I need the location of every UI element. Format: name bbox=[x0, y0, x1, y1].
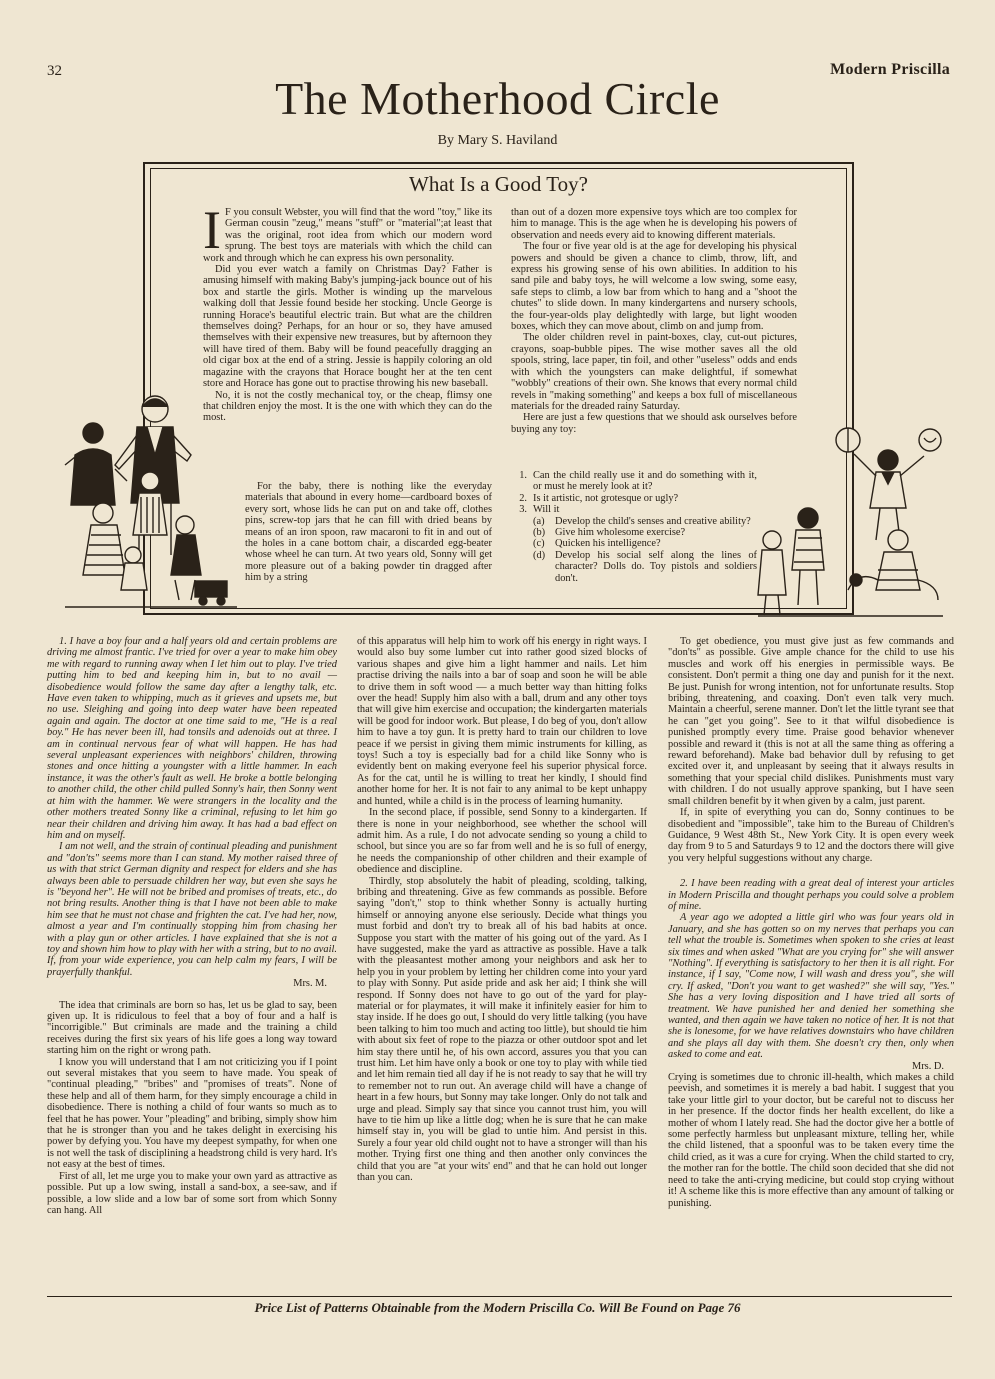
sidebar-left-column bbox=[203, 200, 492, 424]
answer-paragraph: Thirdly, stop absolutely the habit of pleading, scolding, talking, bribing and threatening. Give as few commands as possible. Before saying "don't," stop to think whether Sonny is actually hurting himself or annoying anyone else seriously. Decide what things you must forbid and don't try to break all of his bad habits at once. Suppose you start with the matter of his going out of the yard. As I have suggested, make the yard as attractive as possible. Have a talk with the pleasantest mother among your neighbors and ask her to help you in your problem by letting her children come into your yard to play with Sonny. Put aside pride and ask her aid; I think she will respond. If Sonny does not have to go out of the yard for play-material or for playmates, it will make it infinitely easier for him to stay inside. If he does go out, I should do very little talking (you have been talking to him too much and acting too little), but should tie him with about six feet of rope to the piazza or other outdoor spot and let him stay there until he, of his own accord, assures you that you can trust him. Let him have only a book or one toy to play with while tied and let him remain tied all day if he is not ready to say that he will try to remember not to run out. An average child will have a change of heart in a few hours, but Sonny may take longer. Only do not talk and urge and plead. Simply say that since you cannot trust him, you will have to tie him up like a little dog; when he is sure that he can make himself stay in, you will be glad to untie him. And persist in this. Surely a four year old child ought not to have a stronger will than his mother. Trying first one thing and then another only convinces the child that you are "at your wits' end" and that he can hold out longer than you can. bbox=[357, 875, 647, 1184]
page-number: 32 bbox=[47, 63, 62, 79]
sidebar-paragraph: I F you consult Webster, you will find that the word "toy," like its German cousin "zeug," means "stuff" or "material";at least that was the original, root idea from which our modern word sprung. The best toys are materials with which the child can work and through which he can express his own personality. bbox=[203, 200, 492, 264]
letter-1-signature: Mrs. M. bbox=[293, 978, 327, 990]
letter-2-signature: Mrs. D. bbox=[911, 1060, 944, 1072]
answer-paragraph: First of all, let me urge you to make your own yard as attractive as possible. Put up a low swing, install a sand-box, a see-saw, and if possible, a low slide and a low bar of some sort from which Sonny can hang. All bbox=[47, 1170, 337, 1216]
answer-paragraph: To get obedience, you must give just as few commands and "don'ts" as possible. Give ample chance for the child to use his muscles and work off his energies in permissible ways. Be consistent. Don't permit a thing one day and punish for it the next. Be just. Punish for wrong intention, not for unfortunate results. Stop bribing, threatening, and coaxing. Don't even talk very much. Maintain a cheerful, serene manner. Don't let the little tyrant see that he can "get you going". See to it that wilful disobedience is punished promptly every time. Praise good behavior whenever possible and reward it (this is not at all the same thing as offering a reward beforehand). Make bad behavior dull by refusing to get excited over it, and unpleasant by seeing that it always results in something that your special child dislikes. Punishments must vary with children. I do not usually approve spanking, but I have seen small children benefit by it when given by a calm, just parent. bbox=[668, 636, 954, 807]
drop-cap: I bbox=[203, 200, 221, 260]
answer-paragraph: The idea that criminals are born so has, let us be glad to say, been given up. It is ridiculous to feel that a boy of four and a half is "incorrigible." But criminals are made and the training a child receives during the first six years of his life goes a long way toward starting him on the right or wrong path. bbox=[47, 999, 337, 1057]
sidebar-paragraph: The older children revel in paint-boxes, clay, cut-out pictures, crayons, soap-bubble pipes. The wise mother saves all the old spools, string, lace paper, tin foil, and other "useless" odds and ends with which the youngsters can make delightful, if somewhat "wobbly" creations of their own. She knows that every normal child revels in "making something" and keeps a box full of miscellaneous materials for the dreaded rainy Saturday. bbox=[511, 332, 797, 412]
magazine-name: Modern Priscilla bbox=[830, 61, 950, 78]
subquestion-item: (c) Quicken his intelligence? bbox=[533, 538, 661, 550]
children-playing-illustration bbox=[748, 420, 948, 620]
column-1 bbox=[47, 636, 337, 1216]
sidebar-paragraph: Here are just a few questions that we should ask ourselves before buying any toy: bbox=[511, 412, 797, 435]
answer-paragraph: If, in spite of everything you can do, Sonny continues to be disobedient and "impossible", take him to the Bureau of Children's Guidance, 9 West 48th St., New York City. It is open every week day from 9 to 5 and Saturdays 9 to 12 and the doctors there will give you very helpful suggestions without any charge. bbox=[668, 807, 954, 864]
sidebar-paragraph: No, it is not the costly mechanical toy, or the cheap, flimsy one that children enjoy the most. It is the one with which they can do the most. bbox=[203, 389, 492, 424]
footer-notice: Price List of Patterns Obtainable from the Modern Priscilla Co. Will Be Found on Page 76 bbox=[254, 1300, 741, 1315]
sidebar-left-column-lower bbox=[245, 481, 492, 584]
sidebar-paragraph: The four or five year old is at the age for developing his physical powers and should be given a chance to climb, throw, lift, and express his growing sense of his own abilities. In addition to his sand pile and baby toys, he will welcome a low swing, some easy, safe steps to climb, a low bar from which to hang and a "shoot the chutes" to slide down. In many kindergartens and nursery schools, the four-year-olds play delightedly with large, but light wooden boxes, which they can move about, climb on and jump from. bbox=[511, 241, 797, 333]
article-title: The Motherhood Circle bbox=[275, 73, 720, 124]
subquestion-item: (b) Give him wholesome exercise? bbox=[533, 527, 686, 539]
subquestion-item: (a) Develop the child's senses and creative ability? bbox=[533, 515, 751, 527]
letter-2-paragraph: 2. I have been reading with a great deal of interest your articles in Modern Priscilla and thought perhaps you could solve a problem of mine. bbox=[668, 878, 954, 912]
sidebar-paragraph: than out of a dozen more expensive toys which are too complex for him to manage. This is the age when he is developing his powers of observation and needs every aid to knowing different materials. bbox=[511, 207, 797, 241]
sidebar-right-column bbox=[511, 207, 797, 435]
letter-1-paragraph: I am not well, and the strain of continual pleading and punishment and "don'ts" seems more than I can stand. My mother raised three of us with that strict German dignity and respect for elders and she has always been able to persuade children her way, but even she says he is "beyond her". He will not be bribed and promises of treats, etc., do not bring results. Another thing is that I have not been able to make him see that he must not chase and frighten the cat. I've had her, now, almost a year and I'm continually stopping him from chasing her with a play gun or other articles. I have explained that she is not a toy and shown him how to play with her with a string, but to no avail. If, from your wide experience, you can help calm my fears, I will be prayerfully thankful. bbox=[47, 841, 337, 978]
family-christmas-illustration bbox=[55, 385, 245, 620]
question-item: 3. Will it bbox=[519, 504, 560, 516]
question-item: 1. Can the child really use it and do something with it, or must he merely look at it? bbox=[519, 470, 757, 493]
sidebar-title: What Is a Good Toy? bbox=[409, 172, 588, 196]
column-2 bbox=[357, 636, 647, 1184]
footer-rule bbox=[47, 1296, 952, 1297]
letter-2-paragraph: A year ago we adopted a little girl who was four years old in January, and she has gotten so on my nerves that perhaps you can tell what the trouble is. Sometimes when spoken to she cries at least six times and when asked "What are you crying for" she will answer "Nothing". If everything is satisfactory to her then it is all right. For instance, if I say, "Come now, I will wash and dress you", she will cry. If asked, "Don't you want to get washed?" she will say, "Yes." She has a very loving disposition and I have tried all sorts of treatment. We have punished her and denied her something she wanted, and then again we have taken no notice of her. It is not that she is lonesome, for we have relatives downstairs who have children and she plays all day with them. She doesn't cry then, only when asked to come and eat. bbox=[668, 912, 954, 1061]
answer-paragraph: Crying is sometimes due to chronic ill-health, which makes a child peevish, and sometimes it is merely a bad habit. I suggest that you take your little girl to your doctor, but be careful not to discuss her in her presence. If the doctor finds her health excellent, do like a mother of whom I lately read. She had the doctor give her a bottle of some perfectly harmless but unpleasant mixture, telling her, while the child listened, that a spoonful was to be taken every time the child cried, as it was a cure for crying. When the child started to cry, the mother ran for the bottle. The child soon decided that she did not need to take the anti-crying medicine, but could stop crying without it! A scheme like this is more effective than any amount of talking or punishing. bbox=[668, 1072, 954, 1209]
question-item: 2. Is it artistic, not grotesque or ugly? bbox=[519, 492, 679, 504]
answer-paragraph: I know you will understand that I am not criticizing you if I point out several mistakes that you seem to have made. You speak of "continual pleading," "bribes" and "promises of treats". None of these help and all of them harm, for they simply encourage a child in disobedience. There is nothing a child of four wants so much as to feel that he has power. Your "pleading" and bribing, simply show him that he is stronger than you and he takes delight in exercising his power by defying you. You have my deepest sympathy, for when one is not well the task of disciplining a headstrong child is very hard. It's not easy at the best of times. bbox=[47, 1056, 337, 1171]
answer-paragraph: In the second place, if possible, send Sonny to a kindergarten. If there is none in your neighborhood, see whether the school will admit him. As a rule, I do not advocate sending so young a child to school, but since you are so far from well and he is so full of energy, he needs the companionship of other children and their example of obedience and discipline. bbox=[357, 807, 647, 876]
subquestion-item: (d) Develop his social self along the lines of character? Dolls do. Toy pistols and soldiers don't. bbox=[533, 549, 757, 584]
letter-1-paragraph: 1. I have a boy four and a half years old and certain problems are driving me almost frantic. I've tried for over a year to make him obey me with regard to running away when I let him out to play. I've tried putting him to bed and keeping him in, but to no avail — disobedience would follow the same day after a lengthy talk, etc. Have even taken to whipping, much as it grieves and upsets me, but no use. Sleighing and going into deep water have been repeated again and again. The doctor at one time said to me, "He is a real boy." He has never been ill, had tonsils and adenoids out at three. I am in continual nervous fear of what will happen. He has had several unpleasant experiences with neighbors' children, throwing stones and once hitting a youngster with a little hammer. In each instance, it was the other's fault as well. He broke a bottle belonging to another child, the other child pulled Sonny's hair, then Sonny went at him with the hammer. We were strangers in the locality and the other mothers treated Sonny like a criminal, refusing to let him go near their children and driving him away. It has had a bad effect on him and on myself. bbox=[47, 636, 337, 841]
sidebar-paragraph: Did you ever watch a family on Christmas Day? Father is amusing himself with making Baby's jumping-jack bounce out of his box and startle the girls. Mother is winding up the marvelous walking doll that Jessie found beside her stocking. Uncle George is running Horace's beautiful electric train. But what are the children themselves doing? Perhaps, for an hour or so, they have amused themselves with their expensive new treasures, but by afternoon they will have tired of them. Baby will be found peacefully dragging an old cigar box at the end of a string. Jessie is happily coloring an old magazine with the crayons that Horace bought her at the ten cent store and Horace has gone out to practise throwing his new baseball. bbox=[203, 264, 492, 390]
column-3 bbox=[668, 636, 954, 1209]
byline: By Mary S. Haviland bbox=[437, 133, 558, 148]
answer-paragraph: of this apparatus will help him to work off his energy in right ways. I would also buy some lumber cut into rather good sized blocks of various shapes and give him a light hammer and nails. Let him practise driving the nails into a bar of soap and soon he will be able to drive them in soft wood — a much better way than hitting folks over the head! Supply him also with a ball, drum and any other toys that will give him exercise and occupation; the kindergarten materials will be good for indoor work. But please, I do beg of you, don't allow him to have a toy gun. It is pretty hard to train our children to love peace if we persist in giving them mimic instruments for killing, as toys! Such a toy is especially bad for a child like Sonny who is evidently bent on making everyone feel his superior physical force. As for the cat, until he is willing to treat her kindly, I should find another home for her. It is not fair to any animal to be kept unhappy and hunted, while a child is in the process of learning humanity. bbox=[357, 636, 647, 807]
toy-questions-list bbox=[511, 470, 757, 584]
sidebar-paragraph: For the baby, there is nothing like the everyday materials that abound in every home—cardboard boxes of every sort, whose lids he can put on and take off, clothes pins, screw-top jars that he can fill with dried beans by means of an iron spoon, raw macaroni to fit in and out of the holes in a cane bottom chair, a discarded egg-beater whose wheel he can turn. At two years old, Sonny will get more pleasure out of a baking powder tin dragged after him by a string bbox=[245, 481, 492, 584]
